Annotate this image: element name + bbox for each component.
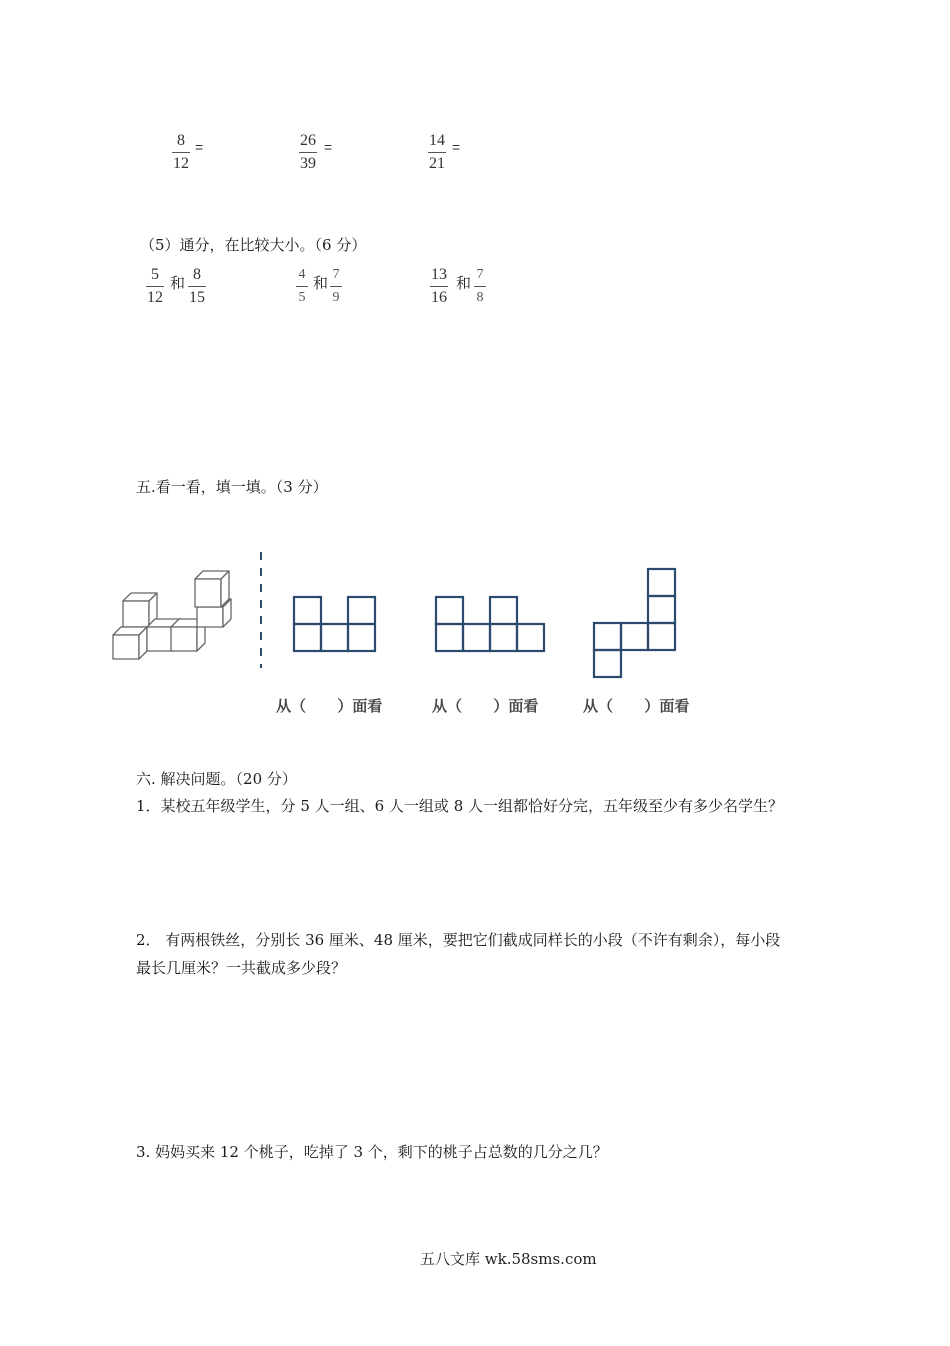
equals-sign: = [324,139,333,155]
fraction-bar [428,152,446,153]
numerator: 7 [476,267,484,282]
fraction-5-12 [146,266,164,307]
numerator: 5 [151,266,159,283]
denominator: 39 [300,155,316,172]
numerator: 13 [431,266,447,283]
fraction-7-9 [330,266,342,307]
fraction-bar [330,286,342,287]
fraction-13-16 [430,266,448,307]
fraction-bar [146,286,164,287]
view-caption-3: 从（ ）面看 [583,697,690,715]
numerator: 8 [193,266,201,283]
fraction-7-8 [474,266,486,307]
denominator: 8 [476,290,484,305]
view-caption-1: 从（ ）面看 [276,697,383,715]
fraction-4-5 [296,266,308,307]
numerator: 4 [298,267,306,282]
fraction-bar [430,286,448,287]
fraction-bar [172,152,190,153]
section-4-5-title: （5）通分，在比较大小。（6 分） [140,236,367,254]
view-grid-1 [292,595,378,653]
question-3: 3. 妈妈买来 12 个桃子，吃掉了 3 个，剩下的桃子占总数的几分之几？ [136,1143,608,1161]
fraction-26-39 [299,132,317,173]
question-2-line-2: 最长几厘米？一共截成多少段？ [136,959,347,977]
section-5-title: 五.看一看，填一填。（3 分） [136,478,328,496]
equals-sign: = [452,139,461,155]
denominator: 21 [429,155,445,172]
fraction-8-12 [172,132,190,173]
denominator: 5 [298,290,306,305]
question-2-line-1: 2． 有两根铁丝，分别长 36 厘米、48 厘米，要把它们截成同样长的小段（不许有剩余），每小段 [136,931,781,949]
footer-watermark: 五八文库 wk.58sms.com [420,1250,597,1268]
question-1: 1．某校五年级学生，分 5 人一组、6 人一组或 8 人一组都恰好分完，五年级至少有多少名学生？ [136,797,784,815]
dashed-divider [258,550,264,670]
view-grid-3 [592,567,678,681]
and-word: 和 [456,274,472,292]
numerator: 26 [300,132,316,149]
numerator: 14 [429,132,445,149]
fraction-bar [299,152,317,153]
fraction-bar [188,286,206,287]
denominator: 16 [431,289,447,306]
denominator: 12 [173,155,189,172]
section-6-title: 六. 解决问题。（20 分） [136,770,297,788]
fraction-bar [474,286,486,287]
equals-sign: = [195,139,204,155]
view-grid-2 [434,595,548,653]
denominator: 15 [189,289,205,306]
fraction-bar [296,286,308,287]
and-word: 和 [313,274,329,292]
cube-stack-figure [105,565,240,665]
denominator: 12 [147,289,163,306]
and-word: 和 [170,274,186,292]
numerator: 7 [332,267,340,282]
denominator: 9 [332,290,340,305]
numerator: 8 [177,132,185,149]
view-caption-2: 从（ ）面看 [432,697,539,715]
fraction-8-15 [188,266,206,307]
fraction-14-21 [428,132,446,173]
